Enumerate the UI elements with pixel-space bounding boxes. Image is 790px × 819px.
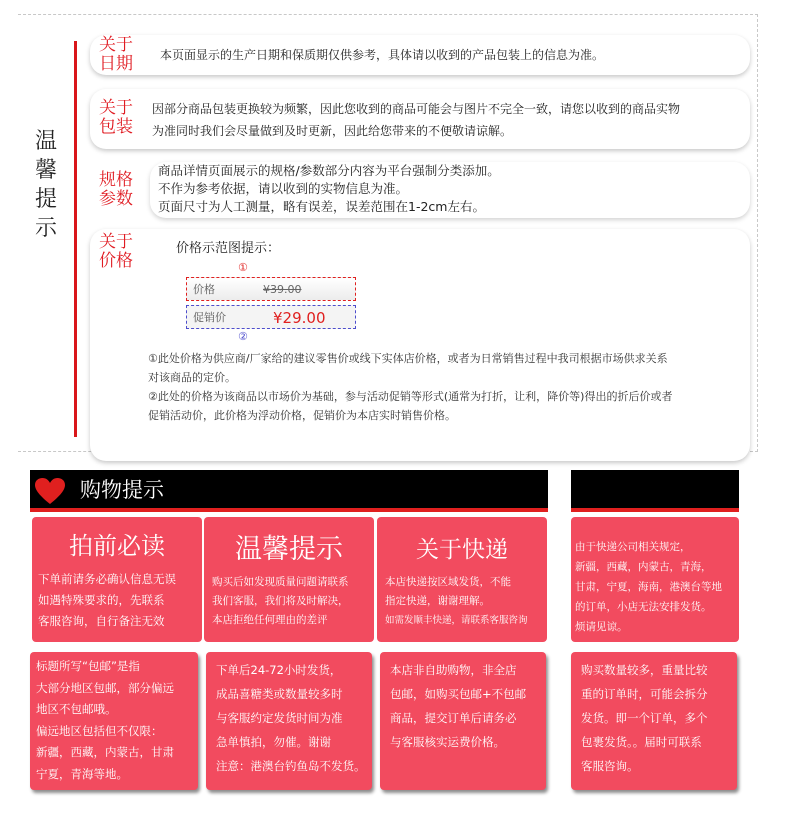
- list-price-row: [186, 277, 356, 301]
- notice-specs-text: 商品详情页面展示的规格/参数部分内容为平台强制分类添加。 不作为参考依据，请以收到的实物信息为准。 页面尺寸为人工测量，略有误差，误差范围在1-2cm左右。: [158, 163, 500, 214]
- notice-specs: [90, 162, 750, 222]
- marker-2: ②: [238, 330, 248, 343]
- price-explanation: ①此处价格为供应商/厂家给的建议零售价或线下实体店价格，或者为日常销售过程中我司根据市场供求关系 对该商品的定价。 ②此处的价格为该商品以市场价为基础，参与活动促销等形式(通常为打折，让利，降价等)得出的折后价或者 促销活动价，此价格为浮动价格，促销价为本店实时销售价格。: [148, 352, 673, 422]
- notice-packaging-text: 因部分商品包装更换较为频繁，因此您收到的商品可能会与图片不完全一致，请您以收到的商品实物 为准同时我们会尽量做到及时更新，因此给您带来的不便敬请谅解。: [152, 102, 681, 138]
- card-must-read-title: 拍前必读: [69, 532, 165, 560]
- shopping-tips-title: 购物提示: [80, 478, 164, 502]
- card-shipping-time: [206, 652, 372, 790]
- notice-packaging-label: 关于 包装: [99, 98, 133, 137]
- header-underline: [30, 508, 548, 512]
- card-split-shipment: [571, 652, 737, 790]
- notice-specs-label: 规格 参数: [99, 170, 133, 209]
- list-price-value: ¥39.00: [263, 283, 302, 296]
- price-demo-subtitle: 价格示范图提示：: [176, 241, 281, 256]
- heart-icon: [34, 477, 66, 505]
- side-header-underline: [571, 508, 739, 512]
- card-remote-areas: [571, 517, 739, 642]
- notice-date-text: 本页面显示的生产日期和保质期仅供参考，具体请以收到的产品包装上的信息为准。: [160, 48, 605, 62]
- card-shipping-fee-text: 本店非自助购物，非全店 包邮，如购买包邮+不包邮 商品，提交订单后请务必 与客服核实运费价格。: [390, 663, 527, 749]
- notice-price-label: 关于 价格: [99, 232, 133, 271]
- card-express: [377, 517, 547, 642]
- divider-line: [74, 41, 77, 437]
- side-header-bar: [571, 470, 739, 510]
- card-must-read-text: 下单前请务必确认信息无误 如遇特殊要求的，先联系 客服咨询，自行备注无效: [38, 572, 176, 628]
- notice-date: [90, 35, 750, 75]
- card-free-shipping-text: 标题所写“包邮”是指 大部分地区包邮，部分偏远 地区不包邮哦。 偏远地区包括但不仅限： 新疆，西藏，内蒙古，甘肃 宁夏，青海等地。: [36, 659, 174, 781]
- card-express-text: 本店快递按区域发货，不能 指定快递，谢谢理解。 如需发顺丰快递，请联系客服咨询: [385, 576, 528, 626]
- shopping-tips-header: [30, 470, 548, 510]
- notice-date-label: 关于 日期: [99, 35, 133, 74]
- promo-price-value: ¥29.00: [273, 309, 326, 327]
- card-warm-tips: [204, 517, 374, 642]
- card-shipping-fee: [380, 652, 546, 790]
- card-split-shipment-text: 购买数量较多，重量比较 重的订单时，可能会拆分 发货。即一个订单，多个 包裹发货。。届时可联系 客服咨询。: [581, 663, 708, 773]
- warm-tips-title: 温馨提示: [34, 129, 57, 241]
- promo-price-label: 促销价: [193, 311, 226, 324]
- card-warm-tips-text: 购买后如发现质量问题请联系 我们客服，我们将及时解决， 本店拒绝任何理由的差评: [212, 576, 349, 626]
- promo-price-row: [186, 305, 356, 329]
- warm-tips-panel: [18, 14, 758, 452]
- card-must-read: [32, 517, 202, 642]
- card-shipping-time-text: 下单后24-72小时发货， 成品喜糖类或数量较多时 与客服约定发货时间为准 急单慎拍，勿催。谢谢 注意：港澳台钓鱼岛不发货。: [216, 663, 366, 773]
- notice-packaging: [90, 89, 750, 149]
- card-remote-areas-text: 由于快递公司相关规定， 新疆，西藏，内蒙古，青海， 甘肃，宁夏，海南，港澳台等地 的订单，小店无法安排发货。 烦请见谅。: [575, 541, 722, 633]
- card-warm-tips-title: 温馨提示: [235, 534, 343, 565]
- marker-1: ①: [238, 261, 248, 274]
- card-free-shipping: [30, 652, 198, 790]
- card-express-title: 关于快递: [416, 537, 508, 563]
- notice-price: [90, 229, 750, 461]
- price-demo-figure: [186, 261, 356, 343]
- list-price-label: 价格: [193, 283, 215, 296]
